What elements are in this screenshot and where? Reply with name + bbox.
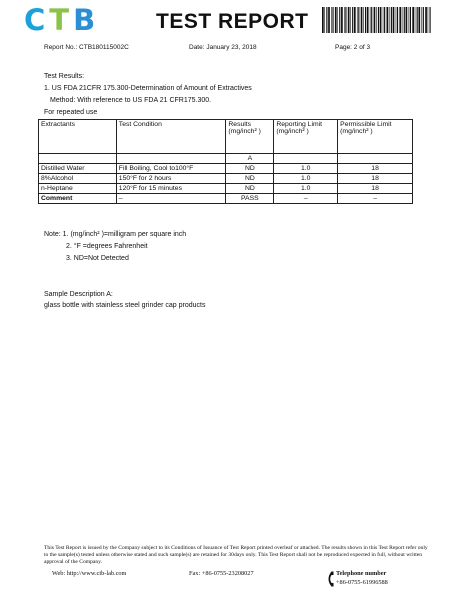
row-reporting: 1.0 xyxy=(274,174,338,184)
results-use: For repeated use xyxy=(44,109,98,116)
row-permissible: 18 xyxy=(338,174,413,184)
footer-tel: +86-0755-61996588 xyxy=(336,579,388,586)
comment-label: Comment xyxy=(39,194,117,204)
phone-icon xyxy=(325,571,334,587)
row-result: ND xyxy=(226,164,274,174)
sample-id: A xyxy=(226,154,274,164)
table-row xyxy=(39,184,413,194)
row-reporting: 1.0 xyxy=(274,184,338,194)
header-extractants xyxy=(39,120,117,154)
note-3: 3. ND=Not Detected xyxy=(66,255,129,262)
footer-tel-label: Telephone number xyxy=(336,570,387,577)
header-condition-label: Test Condition xyxy=(118,121,162,128)
comment-reporting: – xyxy=(274,194,338,204)
header-results-unit: (mg/inch² ) xyxy=(228,128,261,135)
note-2: 2. °F =degrees Fahrenheit xyxy=(66,243,148,250)
results-heading: Test Results: xyxy=(44,73,85,80)
report-date: Date: January 23, 2018 xyxy=(189,44,257,51)
comment-condition: – xyxy=(116,194,226,204)
footer-fax: Fax: +86-0755-23208027 xyxy=(189,570,254,577)
row-condition: 150°F for 2 hours xyxy=(116,174,226,184)
header-reporting xyxy=(274,120,338,154)
header-extractants-label: Extractants xyxy=(41,121,75,128)
table-row xyxy=(39,164,413,174)
company-logo xyxy=(24,4,99,36)
header-permissible-unit: (mg/inch² ) xyxy=(340,128,373,135)
results-method: Method: With reference to US FDA 21 CFR175.300. xyxy=(50,97,212,104)
row-permissible: 18 xyxy=(338,184,413,194)
row-extractant: n-Heptane xyxy=(39,184,117,194)
sample-id-row xyxy=(39,154,413,164)
comment-result: PASS xyxy=(226,194,274,204)
comment-permissible: – xyxy=(338,194,413,204)
header-permissible xyxy=(338,120,413,154)
row-permissible: 18 xyxy=(338,164,413,174)
sample-description-label: Sample Description A: xyxy=(44,291,113,298)
logo-letter-b: B xyxy=(73,3,100,37)
footer-web: Web: http://www.ctb-lab.com xyxy=(52,570,127,577)
row-condition: 120°F for 15 minutes xyxy=(116,184,226,194)
results-item: 1. US FDA 21CFR 175.300-Determination of Amount of Extractives xyxy=(44,85,252,92)
row-reporting: 1.0 xyxy=(274,164,338,174)
header-reporting-label: Reporting Limit xyxy=(276,121,323,128)
row-condition: Fill Boiling, Cool to100°F xyxy=(116,164,226,174)
header-reporting-unit: (mg/inch² ) xyxy=(276,128,309,135)
logo-letter-c: C xyxy=(24,3,50,37)
comment-row xyxy=(39,194,413,204)
row-extractant: 8%Alcohol xyxy=(39,174,117,184)
header-results xyxy=(226,120,274,154)
row-result: ND xyxy=(226,184,274,194)
footer-disclaimer: This Test Report is issued by the Company subject to its Conditions of Issuance of Test Report printed overleaf or attached. The results shown in this Test Report refer only to the sample(s) tested unless otherwise stated and such sample(s) are retained for 30days only. This Test Report shall not be reproduced expected in full, without written approval of the Company. xyxy=(44,545,428,565)
report-title: TEST REPORT xyxy=(156,10,309,33)
results-table xyxy=(38,119,413,204)
table-row xyxy=(39,174,413,184)
header-condition xyxy=(116,120,226,154)
barcode-icon xyxy=(322,7,432,33)
report-number: Report No.: CTB180115002C xyxy=(44,44,129,51)
row-extractant: Distilled Water xyxy=(39,164,117,174)
sample-description: glass bottle with stainless steel grinder cap products xyxy=(44,302,206,309)
logo-letter-t: T xyxy=(49,3,74,37)
note-1: Note: 1. (mg/inch² )=milligram per square inch xyxy=(44,231,187,238)
row-result: ND xyxy=(226,174,274,184)
header-results-label: Results xyxy=(228,121,252,128)
header-permissible-label: Permissible Limit xyxy=(340,121,392,128)
table-header-row xyxy=(39,120,413,154)
page-number: Page: 2 of 3 xyxy=(335,44,371,51)
